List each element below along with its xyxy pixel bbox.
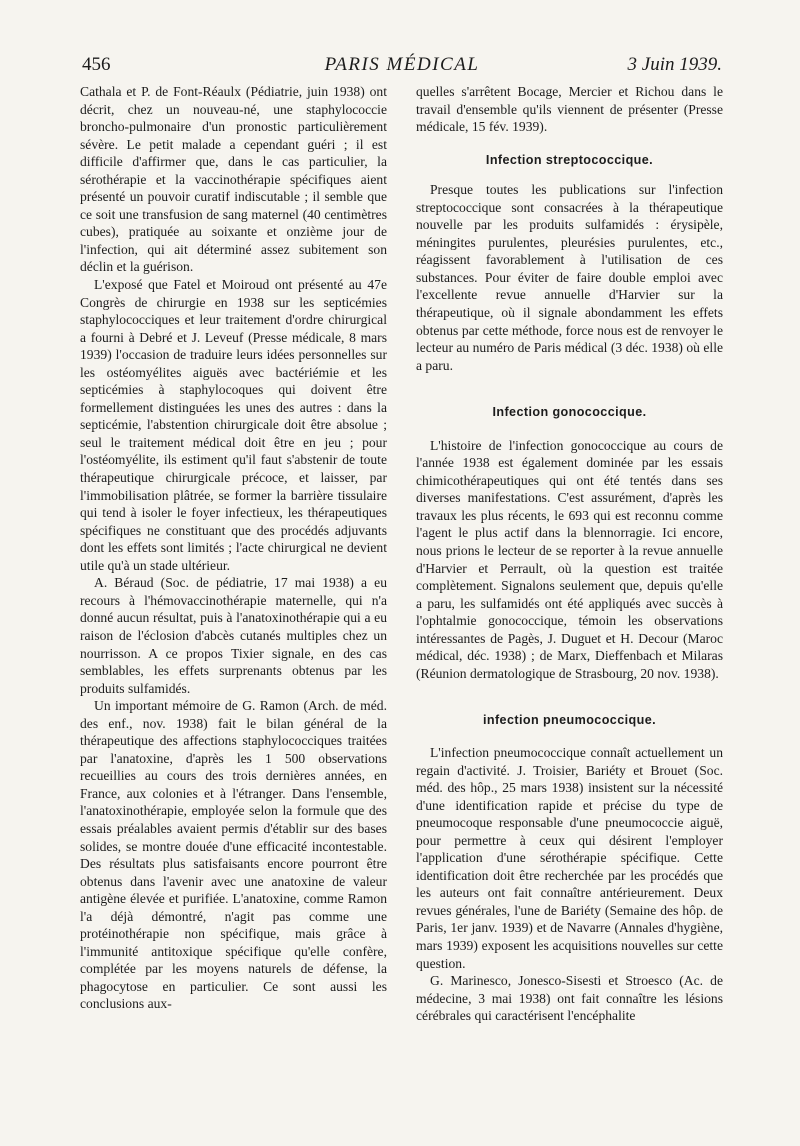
- paragraph: Cathala et P. de Font-Réaulx (Pédiatrie, juin 1938) ont décrit, chez un nouveau-né, une staphylococcie broncho-pulmonaire d'un pronostic particulièrement sévère. Le petit malade a cependant guéri ; il est difficile d'affirmer que, dans le cas particulier, la sérothérapie et la vaccinothérapie spécifiques aient présenté un pouvoir curatif indiscutable ; il semble que ce soit une transfusion de sang maternel (40 centimètres cubes), pratiquée au soixante et onzième jour de l'infection, qui ait déterminé assez subitement son déclin et la guérison.: [80, 84, 387, 275]
- paragraph: Presque toutes les publications sur l'infection streptococcique sont consacrées à la thérapeutique nouvelle par les produits sulfamidés : érysipèle, méningites purulentes, pleurésies purulentes, etc., réagissent favorablement à l'utilisation de ces substances. Pour éviter de faire double emploi avec l'excellente revue annuelle d'Harvier sur la thérapeutique, où il signale abondamment les effets obtenus par cette méthode, force nous est de renvoyer le lecteur au numéro de Paris médical (3 déc. 1938) où elle a paru.: [416, 182, 723, 373]
- page-header: [82, 54, 722, 84]
- paragraph: Un important mémoire de G. Ramon (Arch. de méd. des enf., nov. 1938) fait le bilan général de la thérapeutique des affections staphylococciques traitées par l'anatoxine, d'après les 1 500 observations recueillies au cours des trois dernières années, en France, aux colonies et à l'étranger. Dans l'ensemble, l'anatoxinothérapie, employée selon la formule que des essais préalables avaient permis d'établir sur des bases solides, se montre douée d'une efficacité incontestable. Des résultats plus satisfaisants encore pourront être obtenus dans l'avenir avec une anatoxine de valeur antigène élevée et purifiée. L'anatoxine, comme Ramon l'a déjà démontré, n'agit pas comme une protéinothérapie non spécifique, mais grâce à l'immunité antitoxique spécifique qu'elle confère, complétée par les moyens naturels de défense, la phagocytose en particulier. Ce sont aussi les conclusions aux-: [80, 698, 387, 1012]
- page-number: 456: [82, 54, 111, 75]
- section-heading-gonococcique: Infection gonococcique.: [492, 405, 647, 420]
- left-column: [80, 83, 387, 1013]
- journal-title: PARIS MÉDICAL: [324, 54, 480, 75]
- section-heading-streptococcique: Infection streptococcique.: [485, 152, 654, 167]
- paragraph: L'exposé que Fatel et Moiroud ont présenté au 47e Congrès de chirurgie en 1938 sur les septicémies staphylococciques et leur traitement d'ordre chirurgical a fourni à Debré et J. Leveuf (Presse médicale, 8 mars 1939) l'occasion de traduire leurs idées personnelles sur les ostéomyélites aiguës avec bactériémie et les septicémies à staphylocoques qui doivent être formellement distinguées les unes des autres : dans la septicémie, l'abstention chirurgicale doit être absolue ; seul le traitement médical doit être en jeu ; pour l'ostéomyélite, ils estiment qu'il faut s'abstenir de toute thérapeutique chirurgicale précoce, et laisser, par l'immobilisation plâtrée, se former la barrière tissulaire qui tend à isoler le foyer infectieux, les thérapeutiques spécifiques ne constituant que des procédés adjuvants dont les effets sont limités ; l'acte chirurgical ne devient utile qu'à un stade ultérieur.: [80, 277, 387, 573]
- paragraph-continuation: quelles s'arrêtent Bocage, Mercier et Richou dans le travail d'ensemble qu'ils viennent de présenter (Presse médicale, 15 fév. 1939).: [416, 84, 723, 135]
- paragraph: A. Béraud (Soc. de pédiatrie, 17 mai 1938) a eu recours à l'hémovaccinothérapie maternelle, qui n'a donné aucun résultat, puis à l'anatoxinothérapie qui a eu raison de l'éclosion d'abcès cutanés multiples chez un nourrisson. A ce propos Tixier signale, en des cas semblables, les effets surprenants obtenus par les produits sulfamidés.: [80, 575, 387, 696]
- paragraph: L'histoire de l'infection gonococcique au cours de l'année 1938 est également dominée par les essais chimicothérapeutiques qui ont été tentés dans ses diverses manifestations. C'est assurément, d'après les travaux les plus récents, le 693 qui est reconnu comme l'agent le plus actif dans la blennorragie. Ici encore, nous prions le lecteur de se reporter à la revue annuelle d'Harvier et Perrault, où la question est traitée complètement. Signalons seulement que, depuis qu'elle a paru, les sulfamidés ont été appliqués avec succès à l'ophtalmie gonococcique, témoin les observations intéressantes de Pagès, J. Duguet et H. Decour (Maroc médical, déc. 1938) ; de Marx, Dieffenbach et Milaras (Réunion dermatologique de Strasbourg, 20 nov. 1938).: [416, 437, 723, 681]
- paragraph: G. Marinesco, Jonesco-Sisesti et Stroesco (Ac. de médecine, 3 mai 1938) ont fait connaître les lésions cérébrales qui caractérisent l'encéphalite: [416, 973, 723, 1024]
- right-column: [416, 83, 723, 1025]
- paragraph: L'infection pneumococcique connaît actuellement un regain d'activité. J. Troisier, Bariéty et Brouet (Soc. méd. des hôp., 25 mars 1938) insistent sur la nécessité d'une identification rapide et précise du type de pneumocoque responsable d'une pneumococcie aiguë, pour permettre à ceux qui désirent l'employer l'application d'une sérothérapie spécifique. Cette identification doit être recherchée par les procédés que les auteurs ont fait connaître antérieurement. Deux revues générales, l'une de Bariéty (Semaine des hôp. de Paris, 1er janv. 1939) et de Navarre (Annales d'hygiène, mars 1939) exposent les acquisitions nouvelles sur cette question.: [416, 744, 723, 971]
- issue-date: 3 Juin 1939.: [627, 54, 722, 75]
- section-heading-pneumococcique: infection pneumococcique.: [482, 713, 657, 728]
